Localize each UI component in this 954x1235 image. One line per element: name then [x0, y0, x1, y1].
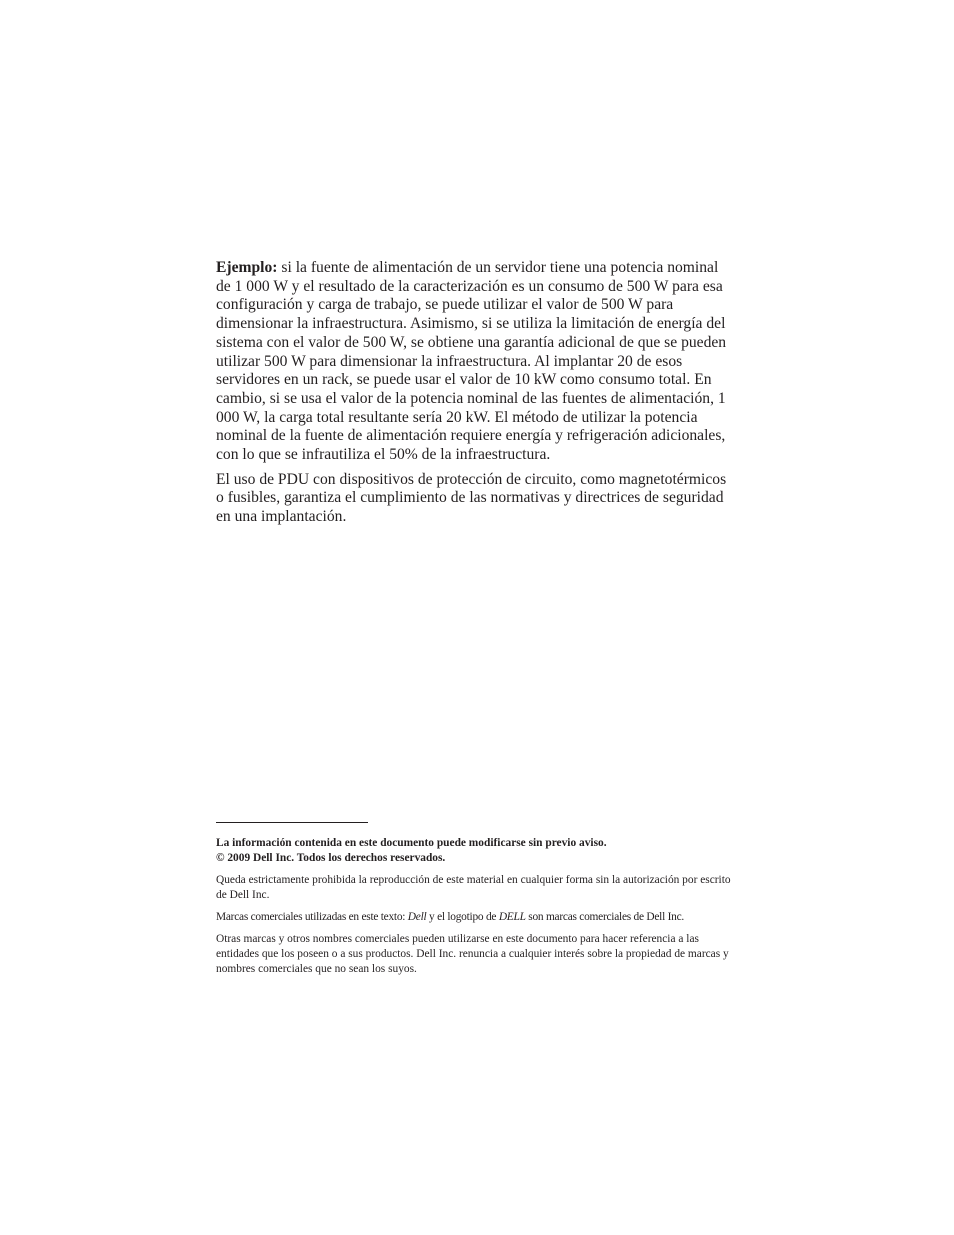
notice-line-1: La información contenida en este documento puede modificarse sin previo aviso.	[216, 837, 607, 849]
copyright-line: © 2009 Dell Inc. Todos los derechos reservados.	[216, 852, 446, 864]
main-content	[216, 259, 732, 527]
trademarks-middle: y el logotipo de	[426, 911, 499, 923]
trademarks-prefix: Marcas comerciales utilizadas en este texto:	[216, 911, 408, 923]
other-trademarks-notice: Otras marcas y otros nombres comerciales pueden utilizarse en este documento para hacer referencia a las entidades que los poseen o a sus productos. Dell Inc. renuncia a cualquier interés sobre la propiedad de marcas y nombres comerciales que no sean los suyos.	[216, 933, 729, 975]
footnote-divider	[216, 822, 368, 823]
example-label: Ejemplo:	[216, 259, 278, 276]
example-paragraph	[216, 259, 732, 465]
trademarks-notice	[216, 910, 740, 925]
trademark-dell-logo: DELL	[498, 911, 526, 923]
pdu-paragraph: El uso de PDU con dispositivos de protección de circuito, como magnetotérmicos o fusibles, garantiza el cumplimiento de las normativas y directrices de seguridad en una implantación.	[216, 470, 727, 526]
trademark-dell: Dell	[407, 911, 427, 923]
legal-notice	[216, 836, 740, 977]
trademarks-suffix: son marcas comerciales de Dell Inc.	[525, 911, 684, 923]
reproduction-notice: Queda estrictamente prohibida la reproducción de este material en cualquier forma sin la autorización por escrito de Dell Inc.	[216, 874, 731, 901]
example-text: si la fuente de alimentación de un servidor tiene una potencia nominal de 1 000 W y el resultado de la caracterización es un consumo de 500 W para esa configuración y carga de trabajo, se puede utilizar el valor de 500 W para dimensionar la infraestructura. Asimismo, si se utiliza la limitación de energía del sistema con el valor de 500 W, se obtiene una garantía adicional de que se pueden utilizar 500 W para dimensionar la infraestructura. Al implantar 20 de esos servidores en un rack, se puede usar el valor de 10 kW como consumo total. En cambio, si se usa el valor de la potencia nominal de las fuentes de alimentación, 1 000 W, la carga total resultante sería 20 kW. El método de utilizar la potencia nominal de la fuente de alimentación requiere energía y refrigeración adicionales, con lo que se infrautiliza el 50% de la infraestructura.	[216, 259, 727, 464]
